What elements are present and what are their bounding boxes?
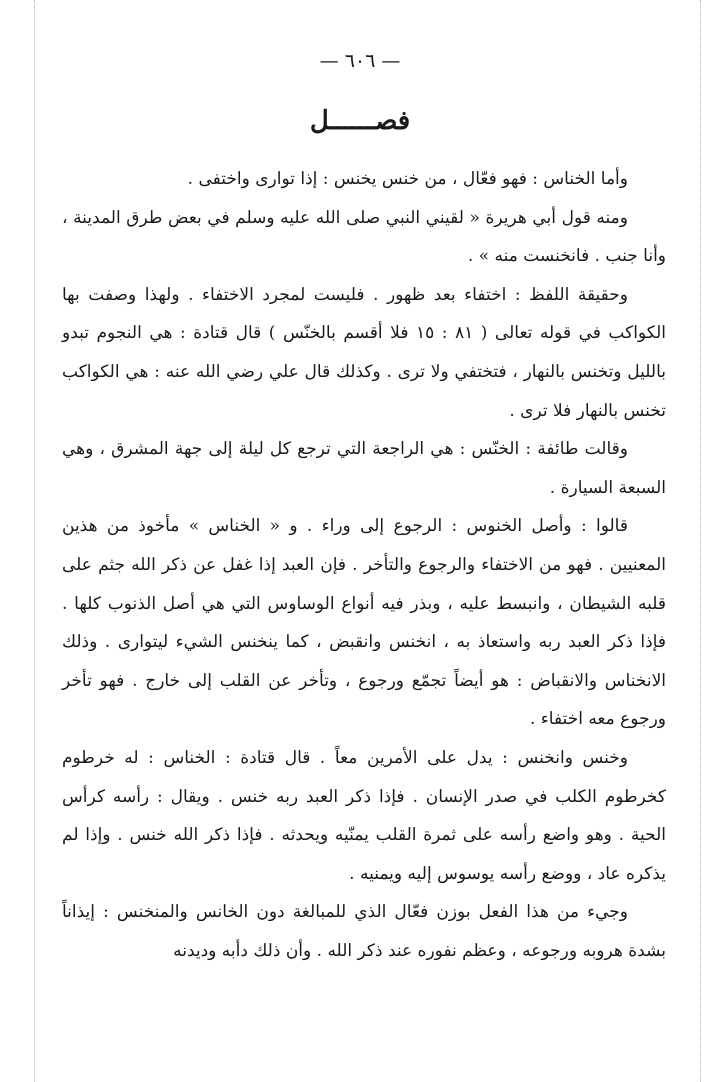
page-number: — ٦٠٦ — (319, 50, 401, 72)
section-title: فصــــــل (309, 106, 411, 136)
paragraph: وقالت طائفة : الخنّس : هي الراجعة التي ترجع كل ليلة إلى جهة المشرق ، وهي السبعة السيارة . (62, 439, 666, 498)
paragraph: وخنس وانخنس : يدل على الأمرين معاً . قال قتادة : الخناس : له خرطوم كخرطوم الكلب في صدر الإنسان . فإذا ذكر العبد ربه خنس . ويقال : رأسه كرأس الحية . وهو واضع رأسه على ثمرة القلب يمنّيه ويحدثه . فإذا ذكر الله خنس . وإذا لم يذكره عاد ، ووضع رأسه يوسوس إليه ويمنيه . (62, 747, 666, 884)
scan-edge-right (700, 0, 701, 1082)
scan-edge-left (34, 0, 35, 1082)
paragraph: ومنه قول أبي هريرة « لقيني النبي صلى الله عليه وسلم في بعض طرق المدينة ، وأنا جنب . فانخنست منه » . (62, 207, 666, 267)
paragraph: وأما الخناس : فهو فعّال ، من خنس يخنس : إذا توارى واختفى . (187, 169, 628, 189)
paragraph: وحقيقة اللفظ : اختفاء بعد ظهور . فليست لمجرد الاختفاء . ولهذا وصفت بها الكواكب في قوله تعالى ( ٨١ : ١٥ فلا أقسم بالخنّس ) قال قتادة : هي النجوم تبدو بالليل وتخنس بالنهار ، فتختفي ولا ترى . وكذلك قال علي رضي الله عنه : هي الكواكب تخنس بالنهار فلا ترى . (62, 284, 666, 421)
body-text (62, 160, 666, 970)
paragraph: وجيء من هذا الفعل بوزن فعّال الذي للمبالغة دون الخانس والمنخنس : إيذاناً بشدة هروبه ورجوعه ، وعظم نفوره عند ذكر الله . وأن ذلك دأبه وديدنه (62, 902, 666, 961)
paragraph: قالوا : وأصل الخنوس : الرجوع إلى وراء . و « الخناس » مأخوذ من هذين المعنيين . فهو من الاختفاء والرجوع والتأخر . فإن العبد إذا غفل عن ذكر الله جثم على قلبه الشيطان ، وانبسط عليه ، وبذر فيه أنواع الوساوس التي هي أصل الذنوب كلها . فإذا ذكر العبد ربه واستعاذ به ، انخنس وانقبض ، كما ينخنس الشيء ليتوارى . وذلك الانخناس والانقباض : هو أيضاً تجمّع ورجوع ، وتأخر عن القلب إلى خارج . فهو تأخر ورجوع معه اختفاء . (62, 516, 666, 730)
